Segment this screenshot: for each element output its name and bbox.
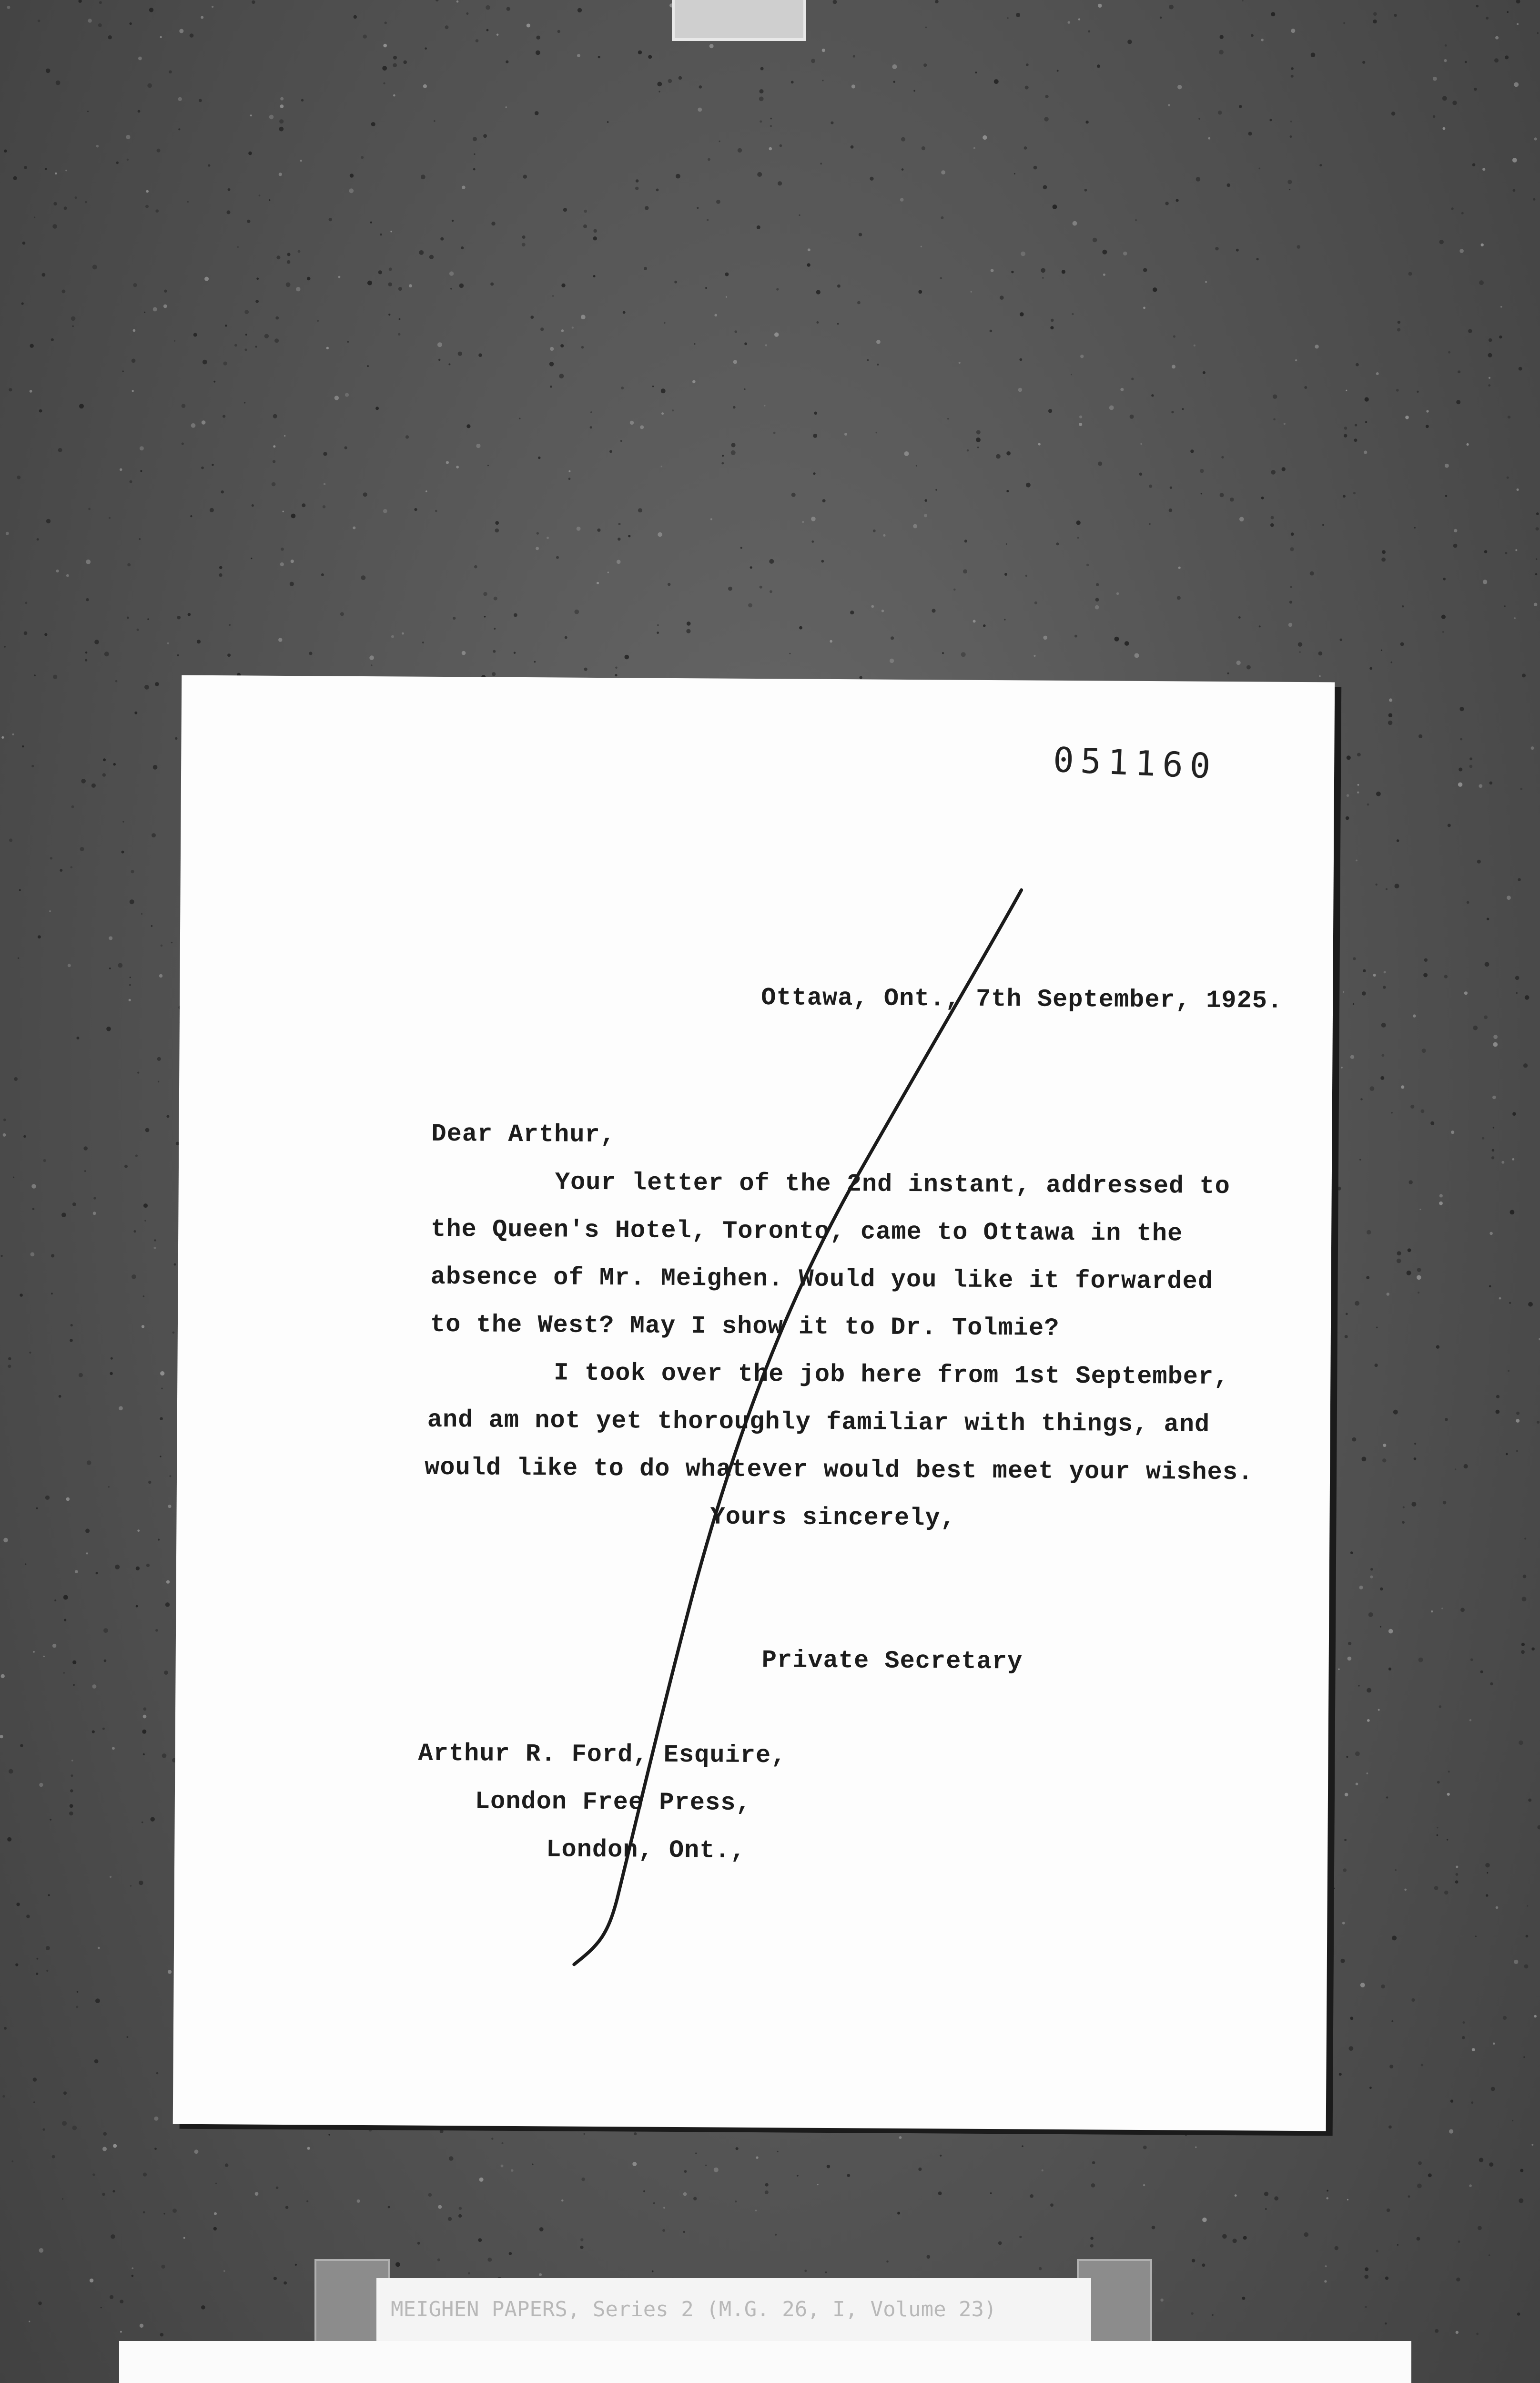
body-line: I took over the job here from 1st September, [554, 1359, 1229, 1392]
series-strip [376, 2278, 1091, 2350]
dateline: Ottawa, Ont., 7th September, 1925. [761, 984, 1283, 1015]
body-line: Your letter of the 2nd instant, addressed to [555, 1168, 1231, 1201]
archive-number: 051160 [1052, 739, 1218, 786]
address-line: London, Ont., [546, 1835, 746, 1865]
body-line: absence of Mr. Meighen. Would you like it forwarded [430, 1263, 1214, 1296]
top-mounting-tab [672, 0, 806, 41]
archives-label-card [119, 2341, 1411, 2383]
body-line: to the West? May I show it to Dr. Tolmie? [430, 1310, 1060, 1343]
body-line: and am not yet thoroughly familiar with things, and [427, 1405, 1210, 1439]
pen-cancellation-stroke [173, 675, 1335, 2131]
series-reference: MEIGHEN PAPERS, Series 2 (M.G. 26, I, Volume 23) [391, 2297, 997, 2322]
signature-title: Private Secretary [761, 1646, 1023, 1676]
body-line: would like to do whatever would best meet your wishes. [424, 1453, 1254, 1487]
address-line: Arthur R. Ford, Esquire, [418, 1739, 787, 1770]
salutation: Dear Arthur, [431, 1120, 616, 1150]
letter-sheet [173, 675, 1335, 2131]
address-line: London Free Press, [475, 1787, 751, 1817]
closing: Yours sincerely, [710, 1503, 956, 1533]
body-line: the Queen's Hotel, Toronto, came to Ottawa in the [431, 1215, 1183, 1248]
